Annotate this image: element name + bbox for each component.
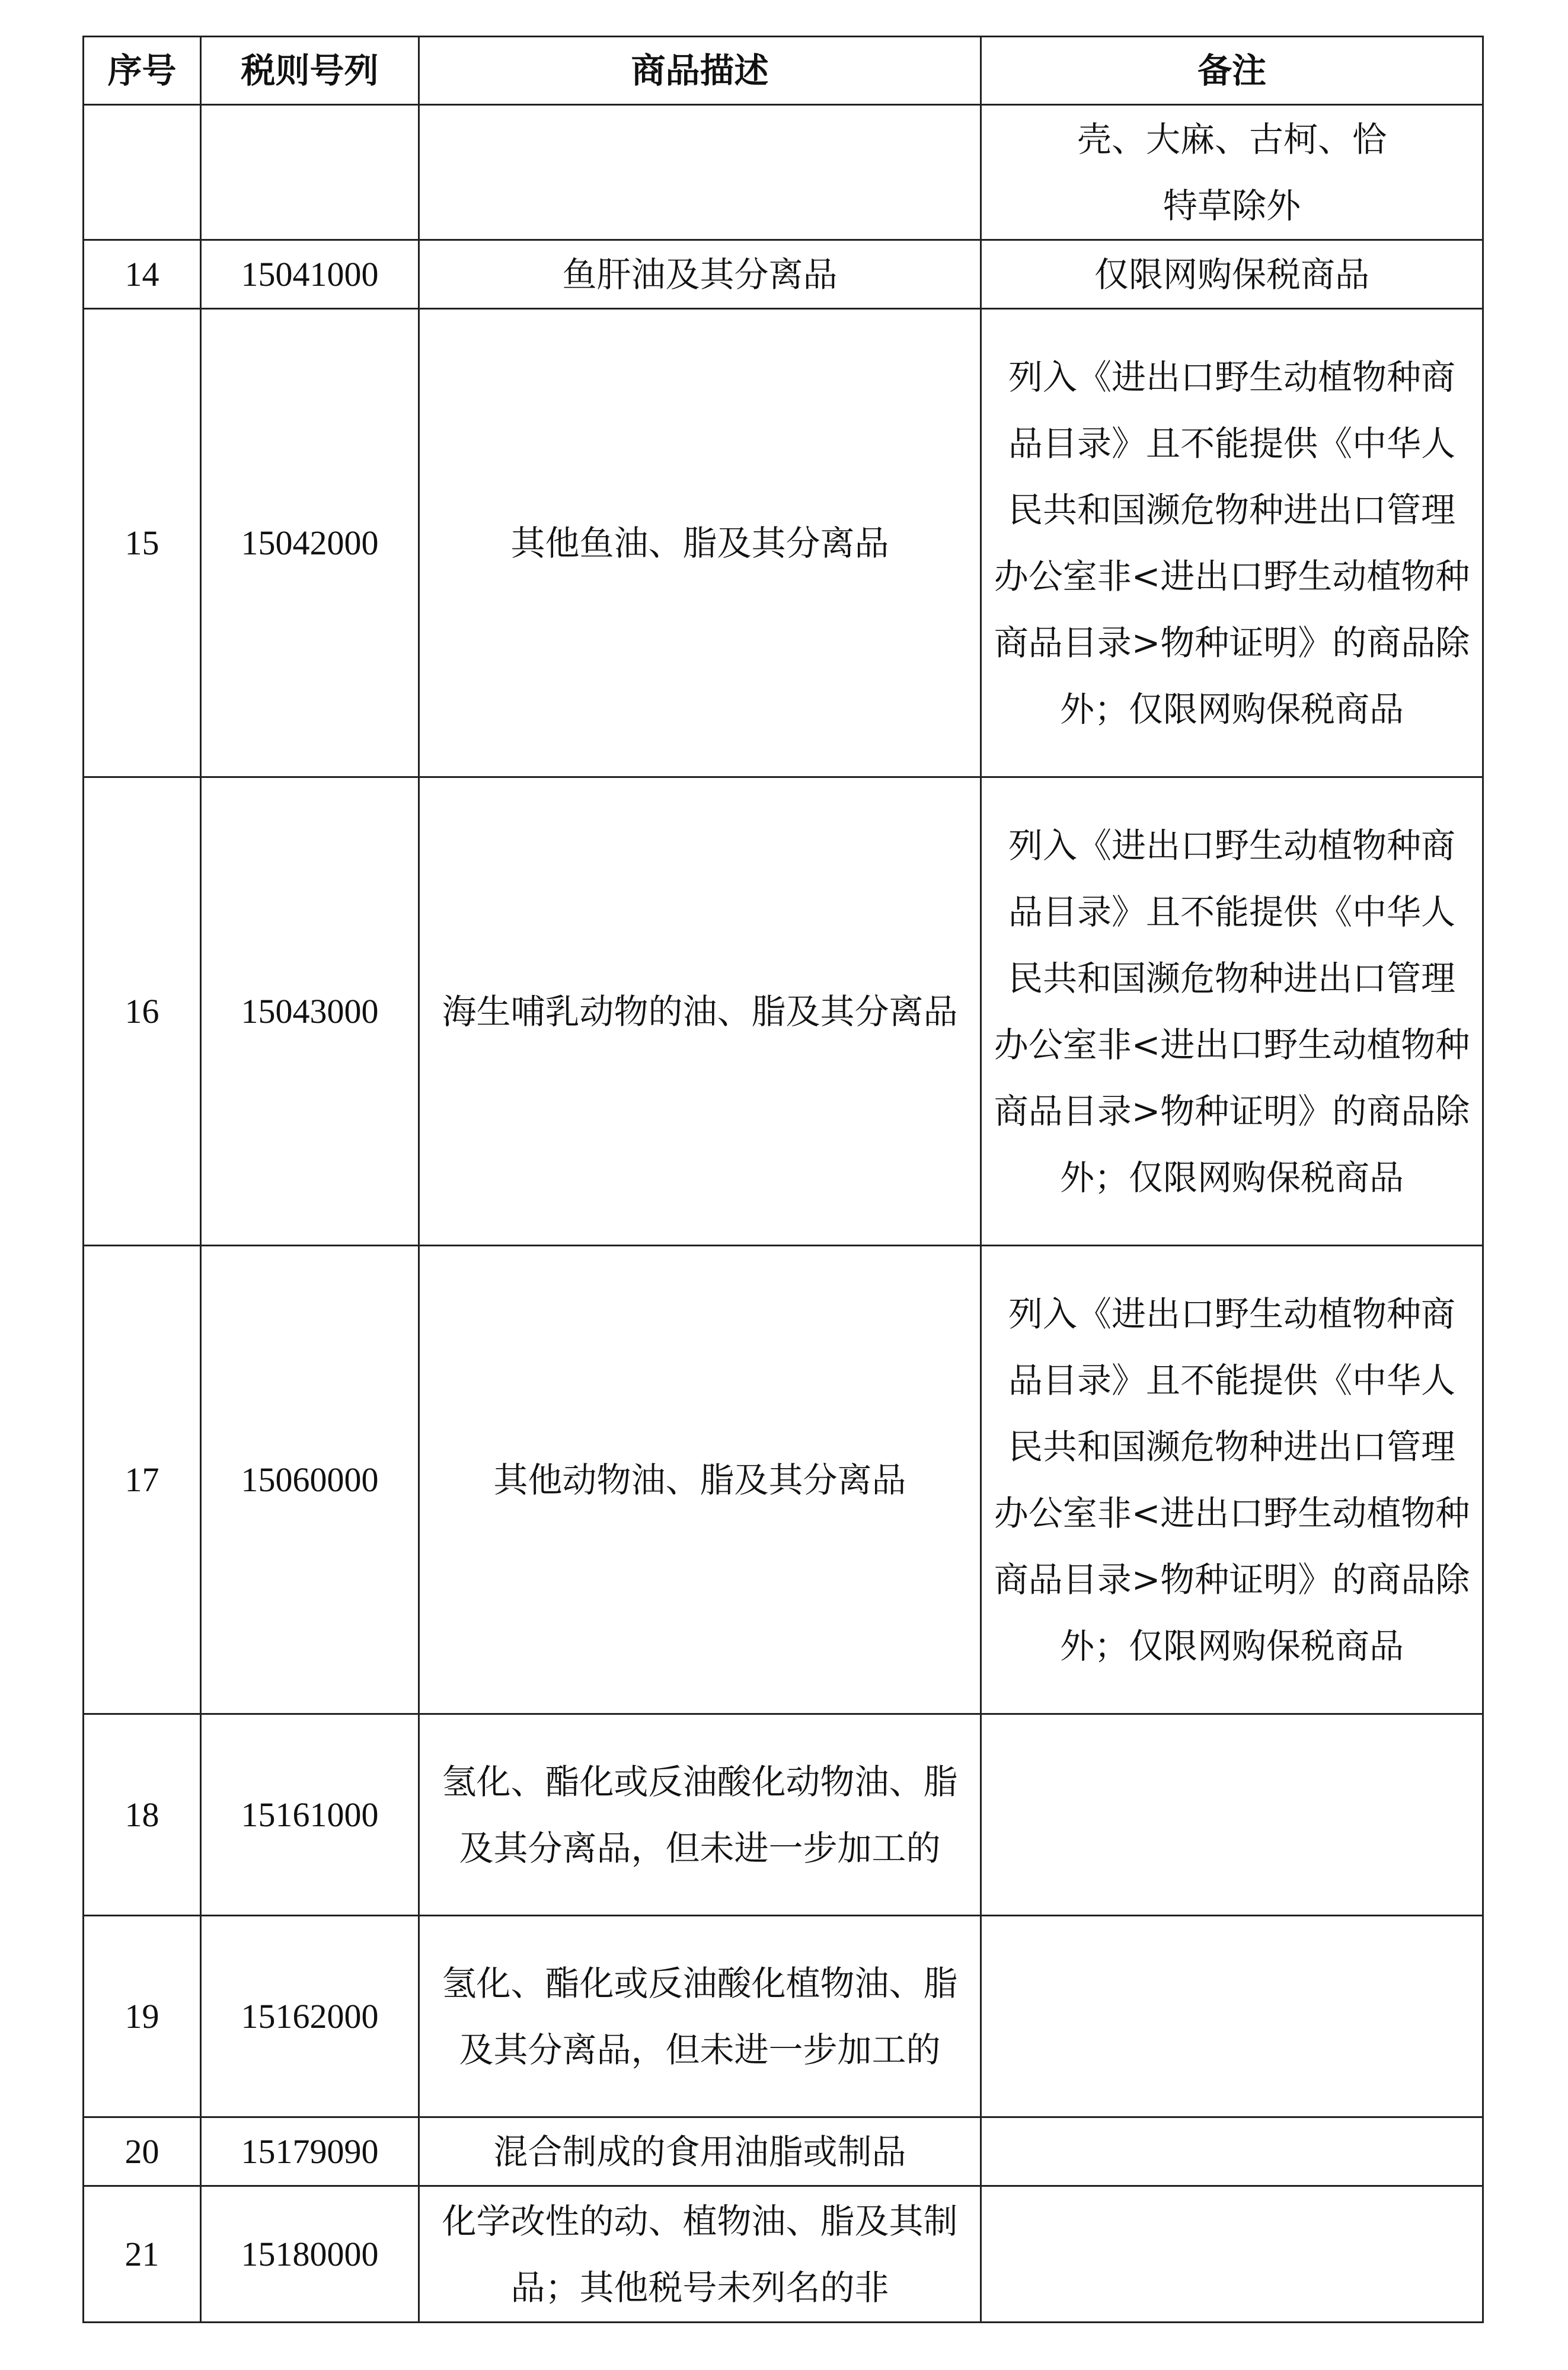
cell-remark: 列入《进出口野生动植物种商品目录》且不能提供《中华人民共和国濒危物种进出口管理办公室非<进出口野生动植物种商品目录>物种证明》的商品除外；仅限网购保税商品	[981, 309, 1483, 777]
cell-desc: 其他动物油、脂及其分离品	[419, 1246, 981, 1714]
cell-seq: 17	[84, 1246, 201, 1714]
cell-remark	[981, 1714, 1483, 1916]
cell-desc: 氢化、酯化或反油酸化动物油、脂及其分离品，但未进一步加工的	[419, 1714, 981, 1916]
cell-code: 15041000	[201, 240, 419, 309]
cell-desc: 海生哺乳动物的油、脂及其分离品	[419, 777, 981, 1246]
cell-code: 15042000	[201, 309, 419, 777]
cell-seq: 18	[84, 1714, 201, 1916]
cell-seq: 16	[84, 777, 201, 1246]
cell-remark	[981, 1916, 1483, 2117]
table-row	[84, 105, 1483, 240]
table-row	[84, 1246, 1483, 1714]
cell-remark	[981, 2117, 1483, 2186]
cell-code: 15180000	[201, 2186, 419, 2323]
table-row	[84, 1916, 1483, 2117]
table-row	[84, 240, 1483, 309]
cell-remark: 列入《进出口野生动植物种商品目录》且不能提供《中华人民共和国濒危物种进出口管理办公室非<进出口野生动植物种商品目录>物种证明》的商品除外；仅限网购保税商品	[981, 1246, 1483, 1714]
header-seq: 序号	[84, 37, 201, 105]
cell-desc	[419, 105, 981, 240]
header-remark: 备注	[981, 37, 1483, 105]
cell-code: 15161000	[201, 1714, 419, 1916]
table-row	[84, 2117, 1483, 2186]
header-code: 税则号列	[201, 37, 419, 105]
cell-code: 15162000	[201, 1916, 419, 2117]
cell-code: 15179090	[201, 2117, 419, 2186]
cell-code: 15060000	[201, 1246, 419, 1714]
cell-code: 15043000	[201, 777, 419, 1246]
tariff-table	[82, 36, 1484, 2323]
cell-seq: 19	[84, 1916, 201, 2117]
cell-remark: 壳、大麻、古柯、恰特草除外	[981, 105, 1483, 240]
cell-seq: 21	[84, 2186, 201, 2323]
table-row	[84, 777, 1483, 1246]
cell-seq: 20	[84, 2117, 201, 2186]
cell-code	[201, 105, 419, 240]
table-row	[84, 2186, 1483, 2323]
cell-desc: 其他鱼油、脂及其分离品	[419, 309, 981, 777]
cell-desc: 氢化、酯化或反油酸化植物油、脂及其分离品，但未进一步加工的	[419, 1916, 981, 2117]
header-desc: 商品描述	[419, 37, 981, 105]
cell-seq	[84, 105, 201, 240]
table-row	[84, 1714, 1483, 1916]
cell-desc: 化学改性的动、植物油、脂及其制品；其他税号未列名的非	[419, 2186, 981, 2323]
table-header-row	[84, 37, 1483, 105]
cell-remark: 仅限网购保税商品	[981, 240, 1483, 309]
cell-remark: 列入《进出口野生动植物种商品目录》且不能提供《中华人民共和国濒危物种进出口管理办公室非<进出口野生动植物种商品目录>物种证明》的商品除外；仅限网购保税商品	[981, 777, 1483, 1246]
cell-seq: 14	[84, 240, 201, 309]
cell-desc: 鱼肝油及其分离品	[419, 240, 981, 309]
cell-seq: 15	[84, 309, 201, 777]
cell-desc: 混合制成的食用油脂或制品	[419, 2117, 981, 2186]
table-row	[84, 309, 1483, 777]
cell-remark	[981, 2186, 1483, 2323]
